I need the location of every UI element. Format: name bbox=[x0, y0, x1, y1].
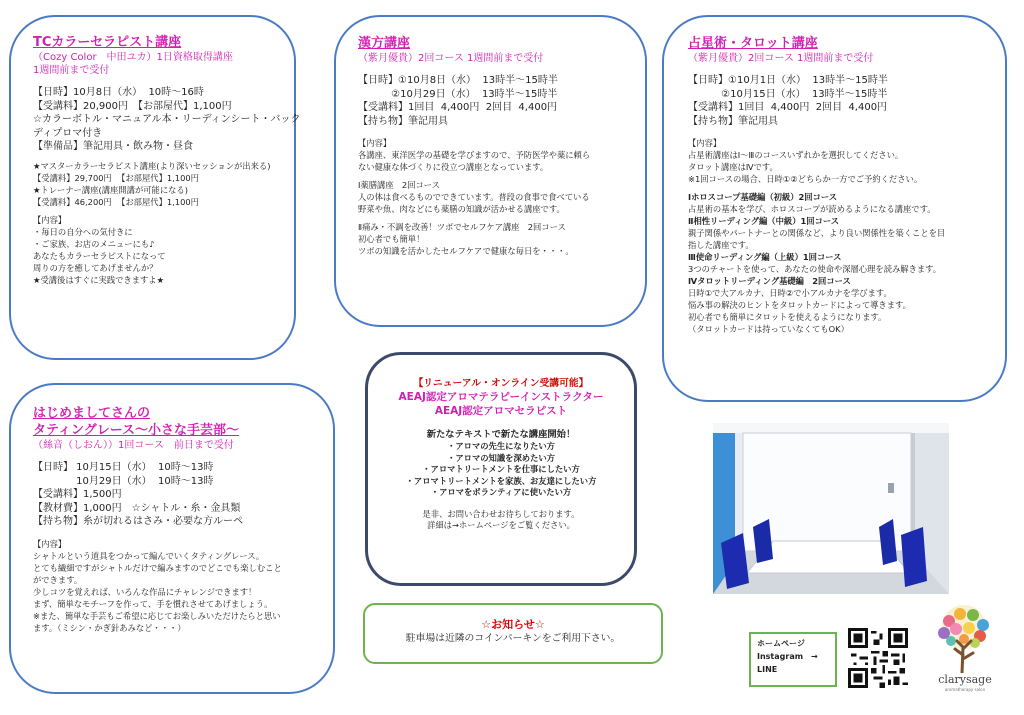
tarot-detail-line: ②10月15日（水） 13時半～15時半 bbox=[688, 88, 888, 100]
tc-extra-line: ★マスターカラーセラピスト講座(より深いセッションが出来る) bbox=[33, 160, 271, 171]
tc-instructor: （Cozy Color 中田ユカ）1日資格取得講座 bbox=[33, 52, 233, 63]
salon-room-photo bbox=[713, 423, 949, 594]
tatting-detail-line: 【日時】 10月15日（水） 10時～13時 bbox=[33, 462, 214, 473]
tc-content-line: 【内容】 bbox=[33, 214, 67, 225]
tarot-course-line: 親子関係やパートナーとの関係など、より良い関係性を築くことを目 bbox=[688, 228, 946, 238]
tc-detail-line: 【日時】10月8日（水） 10時～16時 bbox=[33, 87, 204, 98]
tatting-detail-line: 【教材費】1,000円 ☆シャトル・糸・金具類 bbox=[33, 502, 241, 514]
tatting-content-line: 【内容】 bbox=[33, 538, 67, 549]
tc-content-line: ★受講後はすぐに実践できますよ★ bbox=[33, 274, 165, 285]
tatting-content-line: ※また、簡単な手芸もご希望に応じてお楽しみいただけたらと思い bbox=[33, 610, 281, 621]
tc-course-title: TCカラーセラピスト講座 bbox=[33, 35, 182, 50]
aroma-target-item: ・アロマトリートメントを家族、お友達にしたい方 bbox=[405, 475, 597, 486]
tatting-content-line: ます。（ミシン・かぎ針あみなど・・・） bbox=[33, 622, 186, 633]
tarot-detail-line: 【持ち物】筆記用具 bbox=[688, 115, 778, 127]
tc-extra-line: 【受講料】29,700円 【お部屋代】1,100円 bbox=[33, 172, 199, 183]
kampo-detail-line: 【持ち物】筆記用具 bbox=[358, 115, 448, 127]
kampo-course2-line: 初心者でも簡単！ bbox=[358, 234, 425, 244]
tarot-instructor: （紫月優貴）2回コース 1週間前まで受付 bbox=[688, 53, 874, 64]
tarot-content-line: 【内容】 bbox=[688, 138, 722, 148]
kampo-instructor: （紫月優貴）2回コース 1週間前まで受付 bbox=[358, 53, 544, 64]
tatting-content-line: シャトルという道具をつかって編んでいくタティングレース。 bbox=[33, 550, 265, 561]
brand-name: clarysage bbox=[938, 673, 992, 686]
kampo-detail-line: ②10月29日（水） 13時半～15時半 bbox=[358, 88, 558, 100]
kampo-course2-line: Ⅱ痛み・不調を改善！ツボでセルフケア講座 2回コース bbox=[358, 222, 566, 232]
homepage-link[interactable]: ホームページ bbox=[757, 639, 805, 648]
kampo-course-title: 漢方講座 bbox=[358, 36, 411, 51]
tc-extra-line: ★トレーナー講座(講座開講が可能になる) bbox=[33, 184, 188, 195]
kampo-content-line: 各講座、東洋医学の基礎を学びますので、予防医学や薬に頼ら bbox=[358, 150, 591, 160]
clarysage-tree-logo-icon bbox=[927, 603, 1001, 673]
instagram-link[interactable]: Instagram → bbox=[757, 652, 818, 661]
aroma-footer-line: 是非、お問い合わせお待ちしております。 bbox=[422, 508, 580, 519]
tatting-course-title: タティングレース～小さな手芸部～ bbox=[33, 423, 240, 438]
tatting-course-card bbox=[9, 383, 335, 694]
tatting-detail-line: 10月29日（水） 10時～13時 bbox=[33, 475, 214, 487]
tatting-content-line: とても繊細ですがシャトルだけで編みますのでどこでも楽しむこと bbox=[33, 562, 282, 573]
aroma-footer-line: 詳細は→ホームページをご覧ください。 bbox=[427, 520, 575, 530]
tc-content-line: ・ご家族、お店のメニューにも♪ bbox=[33, 238, 155, 249]
kampo-detail-line: 【受講料】1回目 4,400円 2回目 4,400円 bbox=[358, 102, 558, 113]
aroma-target-item: ・アロマをボランティアに使いたい方 bbox=[430, 487, 572, 497]
aroma-headline: 新たなテキストで新たな講座開始！ bbox=[426, 429, 576, 440]
tc-content-line: 周りの方を癒してあげませんか？ bbox=[33, 262, 158, 273]
kampo-course1-line: 人の体は食べるものでできています。普段の食事で食べている bbox=[358, 192, 590, 202]
tarot-detail-line: 【日時】①10月1日（水） 13時半～15時半 bbox=[688, 75, 888, 86]
tatting-course-title: はじめましてさんの bbox=[33, 406, 151, 421]
notice-title: ☆お知らせ☆ bbox=[481, 618, 545, 631]
aroma-therapist-title: AEAJ認定アロマセラピスト bbox=[434, 405, 568, 417]
tarot-course-line: 悩み事の解決のヒントをタロットカードによって導きます。 bbox=[688, 300, 911, 310]
parking-notice bbox=[363, 603, 663, 664]
brand-tagline: aromatherapy salon bbox=[944, 687, 986, 692]
aroma-renewal-line: 【リニューアル・オンライン受講可能】 bbox=[413, 378, 589, 389]
tarot-course-heading: Ⅳタロットリーディング基礎編 2回コース bbox=[688, 276, 851, 286]
aroma-target-item: ・アロマの知識を深めたい方 bbox=[447, 452, 555, 463]
tc-detail-line: 【準備品】筆記用具・飲み物・昼食 bbox=[33, 141, 193, 152]
aroma-target-item: ・アロマの先生になりたい方 bbox=[447, 441, 555, 451]
qr-code-icon[interactable] bbox=[848, 628, 908, 688]
tc-detail-line: 【受講料】20,900円 【お部屋代】1,100円 bbox=[33, 100, 232, 112]
tc-course-card bbox=[9, 15, 301, 360]
tarot-course-line: 日時①で大アルカナ、日時②で小アルカナを学びます。 bbox=[688, 288, 892, 298]
kampo-course1-line: 野菜や魚、肉などにも薬膳の知識が活かせる講座です。 bbox=[358, 204, 565, 214]
tarot-detail-line: 【受講料】1回目 4,400円 2回目 4,400円 bbox=[688, 102, 888, 113]
kampo-detail-line: 【日時】①10月8日（水） 13時半～15時半 bbox=[358, 75, 558, 86]
sns-links-box[interactable] bbox=[749, 632, 837, 687]
line-link[interactable]: LINE bbox=[757, 665, 778, 674]
notice-body: 駐車場は近隣のコインパーキンをご利用下さい。 bbox=[405, 633, 621, 644]
tatting-content-line: 少しコツを覚えれば、いろんな作品にチャレンジできます！ bbox=[33, 586, 257, 597]
tc-content-line: ・毎日の自分への気付きに bbox=[33, 226, 133, 237]
kampo-course2-line: ツボの知識を活かしたセルフケアで健康な毎日を・・・。 bbox=[358, 246, 574, 256]
tc-content-line: あなたもカラーセラピストになって bbox=[33, 250, 166, 261]
tatting-detail-line: 【受講料】1,500円 bbox=[33, 489, 122, 500]
aroma-course-card bbox=[365, 352, 637, 586]
tatting-content-line: ができます。 bbox=[33, 574, 83, 585]
tc-deadline: 1週間前まで受付 bbox=[33, 65, 110, 76]
tarot-course-line: （タロットカードは持っていなくてもOK） bbox=[688, 324, 849, 334]
tarot-course-card bbox=[662, 15, 1007, 402]
tatting-instructor: （絲音（しおん））1回コース 前日まで受付 bbox=[33, 440, 234, 451]
tarot-content-line: 占星術講座はⅠ～Ⅲのコースいずれかを選択してください。 bbox=[688, 150, 904, 160]
tarot-content-line: タロット講座はⅣです。 bbox=[688, 162, 778, 172]
tarot-course-title: 占星術・タロット講座 bbox=[688, 36, 818, 51]
tarot-course-line: 初心者でも簡単にタロットを使えるようになります。 bbox=[688, 312, 887, 322]
tarot-content-line: ※1回コースの場合、日時①②どちらか一方でご予約ください。 bbox=[688, 174, 923, 184]
tatting-detail-line: 【持ち物】糸が切れるはさみ・必要な方ルーペ bbox=[33, 516, 243, 527]
tc-detail-line: ディプロマ付き bbox=[33, 127, 103, 139]
tarot-course-line: 3つのチャートを使って、あなたの使命や深層心理を読み解きます。 bbox=[688, 264, 942, 274]
tc-detail-line: ☆カラーボトル・マニュアル本・リーディンシート・バック bbox=[33, 114, 301, 125]
tarot-course-heading: Ⅰホロスコープ基礎編（初級）2回コース bbox=[688, 192, 838, 202]
kampo-course-card bbox=[334, 15, 647, 327]
tarot-course-heading: Ⅲ使命リーディング編（上級）1回コース bbox=[688, 252, 842, 262]
kampo-course1-line: Ⅰ薬膳講座 2回コース bbox=[358, 180, 440, 190]
kampo-content-line: ない健康な体づくりに役立つ講座となっています。 bbox=[358, 162, 549, 172]
kampo-content-line: 【内容】 bbox=[358, 138, 392, 148]
tc-extra-line: 【受講料】46,200円 【お部屋代】1,100円 bbox=[33, 196, 199, 207]
aroma-target-item: ・アロマトリートメントを仕事にしたい方 bbox=[422, 464, 580, 474]
tarot-course-heading: Ⅱ相性リーディング編（中級）1回コース bbox=[688, 216, 840, 226]
tarot-course-line: 占星術の基本を学び、ホロスコープが読めるようになる講座です。 bbox=[688, 204, 936, 214]
aroma-instructor-title: AEAJ認定アロマテラピーインストラクター bbox=[398, 391, 604, 403]
tatting-content-line: まず、簡単なモチーフを作って、手を慣れさせてあげましょう。 bbox=[33, 598, 273, 609]
tarot-course-line: 指した講座です。 bbox=[688, 240, 754, 250]
